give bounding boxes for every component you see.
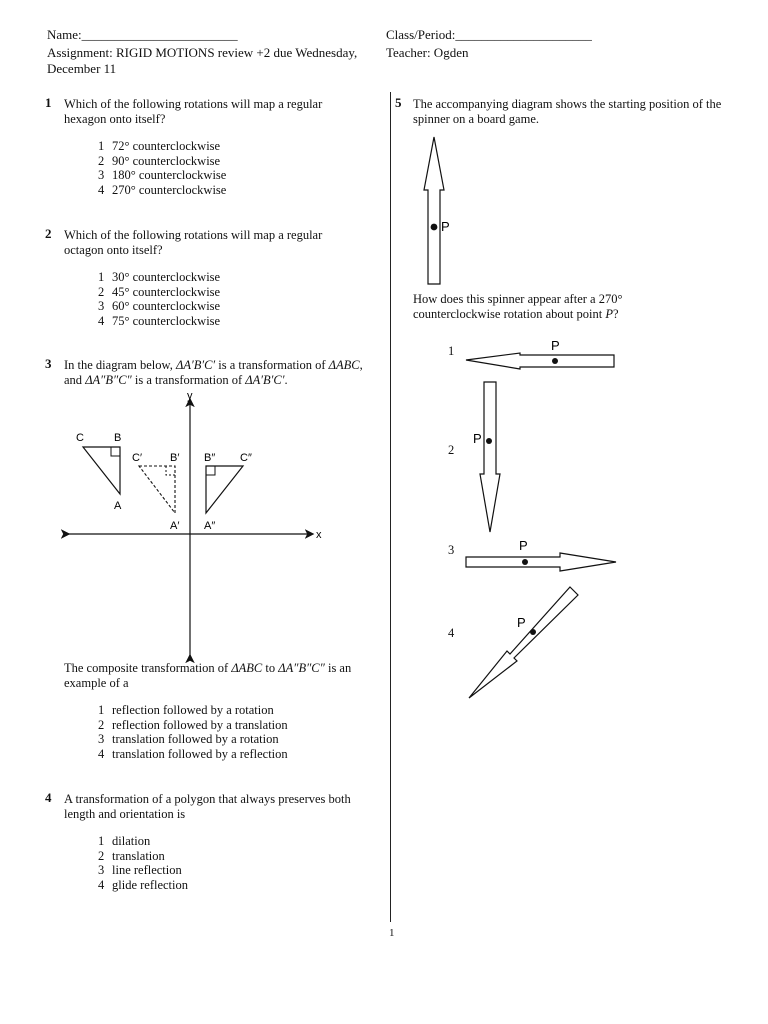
column-divider — [390, 92, 391, 922]
vertex-label-b2: B″ — [204, 452, 216, 464]
question-3-choices — [98, 703, 288, 761]
question-4-choices — [98, 834, 188, 892]
choice-number: 3 — [98, 168, 105, 182]
choice-text: 90° counterclockwise — [112, 153, 221, 168]
vertex-label-b: B — [114, 432, 122, 444]
point-p-label: P — [519, 538, 528, 553]
choice-number: 2 — [98, 284, 105, 299]
choice-number: 2 — [98, 717, 105, 732]
choice-number: 3 — [98, 732, 105, 746]
choice-number: 4 — [98, 313, 105, 328]
choice-text: line reflection — [112, 863, 182, 877]
choice-number: 3 — [98, 863, 105, 877]
answer-choice-3 — [98, 168, 226, 183]
choice-number: 4 — [98, 877, 105, 892]
answer-choice-3 — [98, 299, 220, 314]
spinner-arrow — [424, 137, 444, 284]
question-3-number: 3 — [45, 356, 52, 371]
choice-text: 60° counterclockwise — [112, 299, 221, 313]
pivot-point-p — [552, 358, 558, 364]
choice-number: 4 — [98, 182, 105, 197]
question-1-number: 1 — [45, 95, 52, 110]
choice-text: 75° counterclockwise — [112, 313, 221, 328]
spinner-arrow-left — [466, 353, 614, 369]
choice-text: dilation — [112, 834, 151, 848]
point-p-label: P — [551, 338, 560, 353]
question-2-number: 2 — [45, 226, 52, 241]
question-5-number: 5 — [395, 95, 402, 110]
question-5-prompt: How does this spinner appear after a 270° counterclockwise rotation about point P? — [413, 292, 623, 321]
answer-choice-4 — [98, 314, 220, 329]
choice-text: reflection followed by a rotation — [112, 703, 274, 717]
option-3-number: 3 — [448, 543, 455, 557]
vertex-label-a1: A′ — [170, 520, 180, 532]
choice-number: 4 — [98, 746, 105, 761]
spinner-arrow-right — [466, 553, 616, 571]
y-axis-label: y — [187, 390, 193, 402]
choice-number: 1 — [98, 834, 105, 848]
question-3-prompt: The composite transformation of ΔABC to ΔA″B″C″ is an example of a — [64, 661, 352, 690]
vertex-label-a2: A″ — [204, 520, 216, 532]
pivot-point-p — [431, 224, 438, 231]
vertex-label-c2: C″ — [240, 452, 252, 464]
assignment-line-2: December 11 — [47, 61, 117, 76]
choice-text: translation — [112, 848, 165, 863]
right-angle-mark-b1 — [166, 466, 175, 475]
pivot-point-p — [486, 438, 492, 444]
vertex-label-c: C — [76, 432, 84, 444]
choice-text: 270° counterclockwise — [112, 182, 227, 197]
choice-number: 3 — [98, 299, 105, 313]
point-p-label: P — [473, 431, 482, 446]
choice-text: glide reflection — [112, 877, 189, 892]
vertex-label-b1: B′ — [170, 452, 180, 464]
option-4-number: 4 — [448, 626, 455, 640]
choice-number: 1 — [98, 703, 105, 717]
class-period-label: Class/Period:_____________________ — [386, 27, 592, 42]
choice-number: 1 — [98, 270, 105, 284]
option-3-spinner — [462, 536, 622, 572]
x-axis-label: x — [316, 529, 322, 541]
answer-choice-2 — [98, 849, 188, 864]
choice-text: 30° counterclockwise — [112, 270, 221, 284]
pivot-point-p — [530, 629, 536, 635]
right-angle-mark-b2 — [206, 466, 215, 475]
question-2-choices — [98, 270, 220, 328]
assignment-line-1: Assignment: RIGID MOTIONS review +2 due Wednesday, — [47, 45, 358, 60]
answer-choice-4 — [98, 747, 288, 762]
answer-choice-4 — [98, 183, 226, 198]
triangle-abc — [83, 447, 120, 494]
right-angle-mark-b — [111, 447, 120, 456]
question-2-text: Which of the following rotations will map a regular octagon onto itself? — [64, 228, 323, 257]
point-p-label: P — [517, 615, 526, 630]
triangle-a2b2c2 — [206, 466, 243, 513]
choice-text: reflection followed by a translation — [112, 717, 288, 732]
answer-choice-1 — [98, 834, 188, 849]
answer-choice-4 — [98, 878, 188, 893]
starting-spinner — [410, 132, 470, 288]
question-3-text: In the diagram below, ΔA′B′C′ is a transformation of ΔABC, and ΔA″B″C″ is a transformation of ΔA′B′C′. — [64, 358, 363, 387]
answer-choice-2 — [98, 718, 288, 733]
question-5-text: The accompanying diagram shows the starting position of the spinner on a board game. — [413, 97, 722, 126]
vertex-label-a: A — [114, 500, 122, 512]
question-4-number: 4 — [45, 790, 52, 805]
answer-choice-1 — [98, 139, 226, 154]
question-1-choices — [98, 139, 226, 197]
spinner-arrow-diagonal — [469, 587, 578, 698]
answer-choice-2 — [98, 154, 226, 169]
spinner-arrow-down — [480, 382, 500, 532]
choice-text: 180° counterclockwise — [112, 168, 227, 182]
point-p-label: P — [441, 219, 450, 234]
choice-text: translation followed by a reflection — [112, 746, 288, 761]
answer-choice-1 — [98, 703, 288, 718]
triangle-transformation-diagram — [60, 388, 340, 663]
vertex-label-c1: C′ — [132, 452, 143, 464]
pivot-point-p — [522, 559, 528, 565]
choice-number: 2 — [98, 153, 105, 168]
choice-text: 72° counterclockwise — [112, 139, 221, 153]
page-number: 1 — [389, 927, 395, 939]
question-1-text: Which of the following rotations will map a regular hexagon onto itself? — [64, 97, 323, 126]
answer-choice-3 — [98, 732, 288, 747]
answer-choice-1 — [98, 270, 220, 285]
choice-text: 45° counterclockwise — [112, 284, 221, 299]
question-4-text: A transformation of a polygon that always preserves both length and orientation is — [64, 792, 351, 821]
option-2-spinner — [468, 380, 518, 536]
triangle-a1b1c1 — [139, 466, 175, 513]
answer-choice-3 — [98, 863, 188, 878]
choice-number: 2 — [98, 848, 105, 863]
answer-choice-2 — [98, 285, 220, 300]
teacher-label: Teacher: Ogden — [386, 45, 469, 60]
choice-text: translation followed by a rotation — [112, 732, 279, 746]
choice-number: 1 — [98, 139, 105, 153]
name-field-label: Name:________________________ — [47, 27, 238, 42]
option-4-spinner — [462, 583, 582, 703]
option-1-spinner — [462, 336, 622, 372]
option-1-number: 1 — [448, 344, 455, 358]
option-2-number: 2 — [448, 443, 455, 457]
